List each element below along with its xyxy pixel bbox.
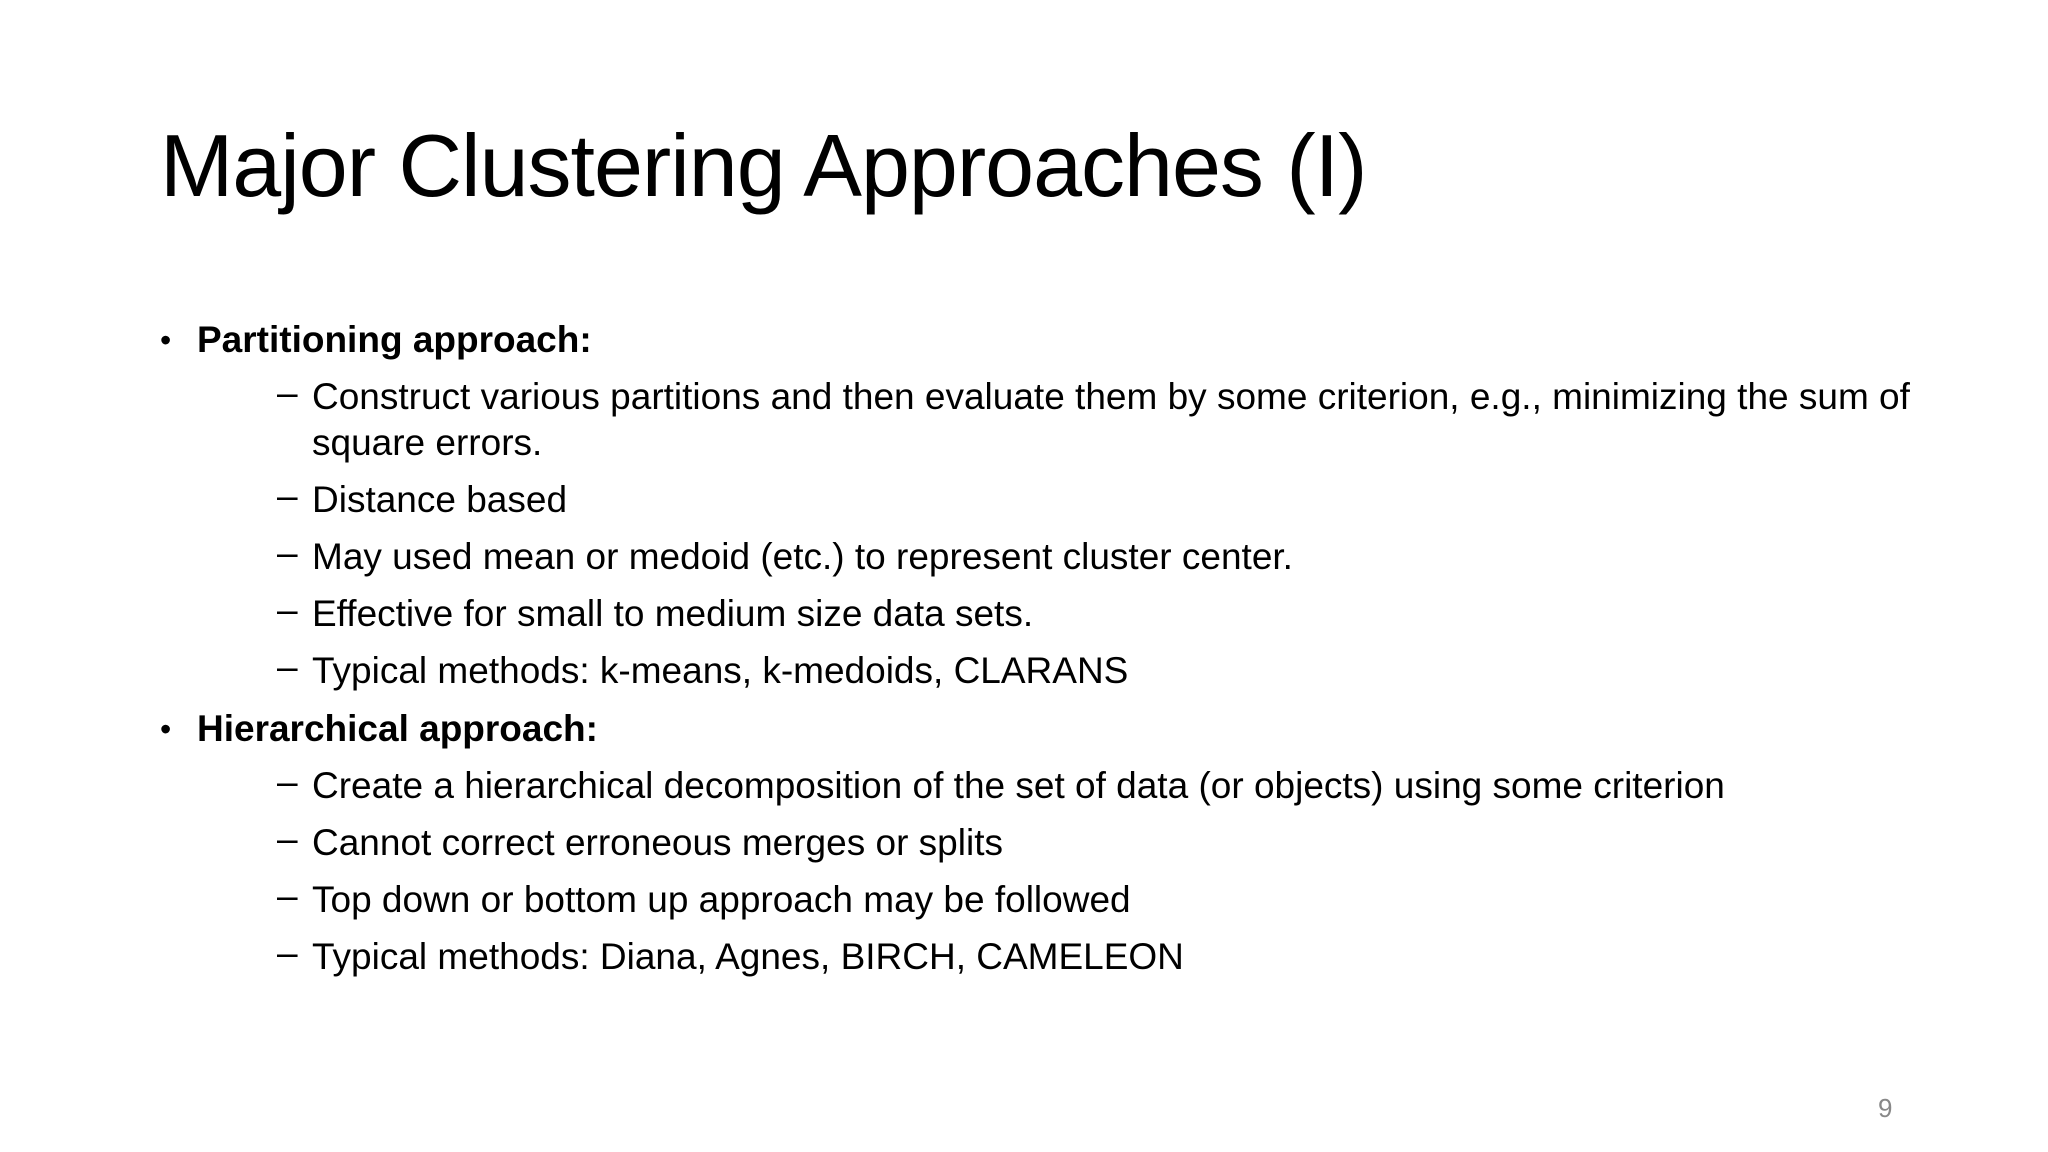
dash-icon: –	[277, 532, 298, 573]
page-number: 9	[1878, 1093, 1893, 1123]
dash-icon: –	[277, 589, 298, 630]
list-item-text: Distance based	[312, 479, 568, 520]
slide-title: Major Clustering Approaches (I)	[160, 116, 1367, 215]
subitem-list	[197, 374, 1920, 694]
list-item-text: Effective for small to medium size data sets.	[312, 593, 1034, 634]
dash-icon: –	[277, 372, 298, 413]
list-item-text: Cannot correct erroneous merges or splits	[312, 822, 1003, 863]
list-item	[197, 820, 1920, 866]
bullet-dot-icon: •	[160, 711, 172, 747]
bullet-label: Hierarchical approach:	[197, 708, 598, 749]
bullet-partitioning	[160, 316, 1920, 694]
list-item-text: Top down or bottom up approach may be followed	[312, 879, 1131, 920]
list-item	[197, 648, 1920, 694]
list-item-text: Typical methods: Diana, Agnes, BIRCH, CAMELEON	[312, 936, 1184, 977]
bullet-label: Partitioning approach:	[197, 319, 592, 360]
slide-content	[160, 316, 1920, 991]
list-item-text: Construct various partitions and then evaluate them by some criterion, e.g., minimizing the sum of square errors.	[312, 376, 1910, 463]
list-item	[197, 591, 1920, 637]
bullet-hierarchical	[160, 705, 1920, 980]
list-item-text: May used mean or medoid (etc.) to represent cluster center.	[312, 536, 1293, 577]
dash-icon: –	[277, 818, 298, 859]
list-item-text: Create a hierarchical decomposition of the set of data (or objects) using some criterion	[312, 765, 1725, 806]
list-item	[197, 477, 1920, 523]
list-item	[197, 877, 1920, 923]
list-item	[197, 934, 1920, 980]
bullet-dot-icon: •	[160, 322, 172, 358]
dash-icon: –	[277, 761, 298, 802]
dash-icon: –	[277, 932, 298, 973]
list-item-text: Typical methods: k-means, k-medoids, CLARANS	[312, 650, 1129, 691]
dash-icon: –	[277, 646, 298, 687]
subitem-list	[197, 763, 1920, 980]
list-item	[197, 763, 1920, 809]
dash-icon: –	[277, 875, 298, 916]
list-item	[197, 534, 1920, 580]
list-item	[197, 374, 1920, 466]
dash-icon: –	[277, 475, 298, 516]
